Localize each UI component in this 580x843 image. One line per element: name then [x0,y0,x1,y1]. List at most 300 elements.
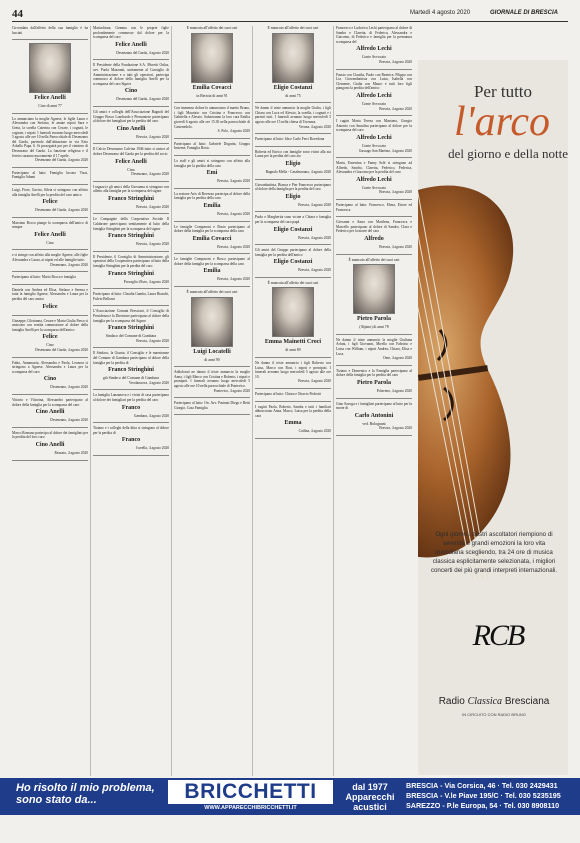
notice-text: Giuseppe, Glorianna, Cesare e Maria Giulia Passo si uniscono con sentita commozione al dolore della famiglia Anelli per la scomparsa dell'amico [12,318,88,332]
notice-divider [255,388,331,389]
deceased-name: Felice Anelli [115,158,147,165]
obituary-notice [255,248,331,273]
obituary-notice [93,255,169,284]
deceased-name: Cino [43,376,57,383]
notice-place-date: Desenzano del Garda, 4 agosto 2020 [35,158,88,163]
notice-place-date: Gussago San Martino, 4 agosto 2020 [358,148,412,153]
notice-divider [255,401,331,402]
notice-intro: È mancato all'affetto dei suoi cari [348,257,400,262]
notice-divider [255,244,331,245]
banner-address: SAREZZO - P.le Europa, 54 · Tel. 030 8908110 [406,801,560,810]
obituary-notice [336,119,412,153]
deceased-detail: in Bertoia di anni 91 [196,93,228,98]
notice-divider [12,315,88,316]
deceased-name: Carlo Antonini [354,412,394,419]
notice-text: Con immenso dolore lo annunciano il marito Bruno, i figli Maurizio con Cristina e Francesco con Gabriella e Alessio. Saluteranno la loro cara Emilia giovedì 6 agosto alle ore 15.30 nella parrocchiale di Castenedolo. [174,106,250,129]
deceased-name: Felice [42,303,58,310]
notice-divider [93,288,169,289]
column-rule [90,26,91,776]
notice-divider [12,460,88,461]
radio-name [426,696,562,707]
notice-divider [255,277,331,278]
notice-text: Gli amici e colleghi dell'Associazione Bagnoli del Gruppo Bosco Lombardo e Piemontese partecipano al dolore dei famigliari per la perdita del caro [93,109,169,124]
ad-title-line3: del giorno e della notte [448,146,568,161]
notice-divider [93,106,169,107]
notice-divider [12,394,88,395]
banner-address: BRESCIA - V.le Piave 195/C · Tel. 030 5235195 [406,791,561,800]
notice-text: Il Presidente, il Consiglio di Amministrazione, gli operatori della Cooperativa partecipano al lutto della famiglia Stringhini per la perdita del caro [93,254,169,269]
notice-text: Ne danno il triste annuncio i figli Roberto con Luisa, Marco con Rosi, i nipoti e pronipoti. I funerali avranno luogo mercoledì 5 agosto alle ore 10. [255,361,331,379]
notice-text: Massimo Bocca piange la scomparsa dell'amico di sempre [12,220,88,230]
deceased-name: Alfredo Lechi [356,46,392,53]
obituary-notice [255,26,331,98]
deceased-name: Felice Anelli [115,41,147,48]
notice-divider [336,365,412,366]
notice-divider [93,213,169,214]
notice-divider [12,357,88,358]
notice-text: Giovanni e Anna con Marilena, Francesca e Marcello partecipano al dolore di Sandro, Clara e Federico per la morte del caro [336,220,412,234]
notice-divider [174,188,250,189]
deceased-name: Eligio [285,193,301,200]
newspaper-name: GIORNALE DI BRESCIA [490,10,559,16]
notice-divider [12,284,88,285]
notice-divider [255,102,331,103]
deceased-detail: Conte Avvocato [361,185,387,190]
notice-divider [93,59,169,60]
deceased-name: Emilia [203,202,221,209]
column-rule [171,26,172,776]
ad-title-line2: l'arco [453,99,551,145]
obituary-notice [336,338,412,361]
notice-place-date: Brescia, 4 agosto 2020 [379,426,412,431]
obituary-notice [12,431,88,456]
notice-text: Luigi, Fiore, Gavira, Silvia si stringono con affetto alla famiglia Anelli per la perdita del caro amico [12,187,88,197]
obituary-notice [93,185,169,210]
deceased-name: Emilia Covacci [192,84,232,91]
notice-divider [336,398,412,399]
deceased-portrait [191,297,233,347]
notice-text: Partecipano al lutto: On. Avv. Pasinati Diego e Betti Giorgio, Casa Famiglia [174,401,250,410]
notice-place-date: Desenzano, 4 agosto 2020 [50,262,88,267]
notice-place-date: Brescia, 4 agosto 2020 [217,244,250,249]
deceased-name: Emilia Covacci [192,235,232,242]
deceased-name: Emma [284,420,302,427]
notice-place-date: Brescia, 4 agosto 2020 [136,204,169,209]
page-header [0,0,580,24]
notice-place-date: Desenzano, 4 agosto 2020 [50,385,88,390]
obituary-notice [336,26,412,65]
deceased-name: Felice Anelli [34,95,66,102]
notice-text: Ne danno il triste annuncio la moglie Giulia, i figli Chiara con Luca ed Alessio, la sorella, i cognati e i parenti tutti. I funerali avranno luogo mercoledì 5 agosto alle ore 15 nella chiesa di Torrazza. [255,106,331,124]
deceased-name: Cino Anelli [116,125,146,132]
obituary-notice [174,192,250,217]
notice-text: e si stringe con affetto alla moglie Agnese, alle figlie Alessandra e Laura, ai nipoti ed alle famiglie tutte. [12,253,88,263]
notice-divider [255,133,331,134]
deceased-detail: Sindaco del Comune di Gambara [105,334,157,339]
notice-divider [174,366,250,367]
obituary-notice [336,161,412,195]
radio-name-part1: Radio [438,696,465,707]
notice-divider [12,427,88,428]
deceased-name: Cino [124,88,138,95]
notice-text: La sezione Avis di Bovezzo partecipa al dolore della famiglia per la perdita della cara [174,191,250,201]
deceased-detail: Cino [46,343,54,348]
notice-divider [174,397,250,398]
banner-slogan: Ho risolto il mio problema, sono stato da... [16,782,155,806]
notice-text: Francesco e Ludovica Lechi partecipano al dolore di Sandro e Claretta, di Federica, Alessandra e Giacomo, di Federico e famiglia per la prematura scomparsa del [336,26,412,44]
notice-text: Marta, Ernestina e Fanny Solé si stringono ad Alfredo, Sandro, Claretta, Federico, Federica, Alessandra e Giacomo per la perdita del caro [336,161,412,175]
obituary-notice [93,393,169,418]
page-number: 44 [12,8,23,20]
deceased-portrait [353,264,395,314]
obituary-column [255,26,331,776]
notice-place-date: Brescia, 4 agosto 2020 [298,268,331,273]
deceased-name: Felice [42,199,58,206]
notice-divider [255,146,331,147]
banner-brand: BRICCHETTI [168,780,333,804]
banner-addresses [406,781,561,811]
notice-place-date: Desenzano, 4 agosto 2020 [131,172,169,177]
notice-divider [174,414,250,415]
notice-divider [255,357,331,358]
notice-place-date: Brescia, 4 agosto 2020 [298,235,331,240]
notice-place-date: Desenzano del Garda, 4 agosto 2020 [35,348,88,352]
notice-place-date: Desenzano del Garda, 4 agosto 2020 [116,97,169,102]
radio-name-part3: Bresciana [504,696,550,707]
notice-place-date: Ome, 4 agosto 2020 [383,356,412,361]
notice-place-date: Brescia, 4 agosto 2020 [298,202,331,207]
notice-divider [174,253,250,254]
notice-text: Addolorati ne danno il triste annuncio la moglie Anna, i figli Marco con Cristina e Roberto, i nipoti e pronipoti. I funerali avranno luogo mercoledì 5 agosto alle ore 10 nella parrocchiale di Pontevico. [174,370,250,389]
obituary-notice [255,361,331,384]
notice-divider [12,39,88,40]
notice-divider [12,167,88,168]
notice-text: Il Presidente della Fondazione S.A. Moretti Onlus, avv. Paola Mazzanti, unitamente al Consiglio di Amministrazione e a tutti gli operatori, partecipa commossi al dolore della famiglia Anelli per la scomparsa del caro Signor [93,63,169,86]
notice-place-date: Gambara, 4 agosto 2020 [133,413,169,418]
notice-text: Gli amici del Gruppo partecipano al dolore della famiglia per la perdita dell'amico [255,248,331,257]
obituary-notice [174,401,250,410]
deceased-detail: di anni 90 [204,357,220,362]
deceased-name: Eligio Costanzi [273,84,313,91]
notice-divider [174,138,250,139]
issue-date: Martedì 4 agosto 2020 [410,10,471,16]
notice-text: Partecipano al lutto: Mario Bocca e famiglia [12,275,76,280]
obituary-notice [93,26,169,55]
notice-place-date: S. Polo, 4 agosto 2020 [217,129,250,134]
notice-place-date: Brescia, 4 agosto 2020 [379,106,412,111]
notice-text: Partecipano al lutto: Ida e Carlo Ferri Rovedona [255,137,325,142]
banner-address: BRESCIA - Via Corsica, 46 · Tel. 030 2429431 [406,781,558,790]
rcb-logo-mark: RCB [472,619,524,652]
obituary-notice [93,110,169,139]
deceased-name: Franco Stringhini [108,325,154,332]
deceased-name: Franco Stringhini [108,270,154,277]
obituary-notice [12,171,88,180]
notice-text: Paolo e Margherita sono vicine a Chiara e famiglia per la scomparsa del caro papà [255,215,331,224]
notice-place-date: Bagnolo Mella - Casalmorano, 4 agosto 2020 [265,169,331,174]
notice-divider [336,115,412,116]
notice-divider [12,271,88,272]
deceased-name: Franco [121,437,141,444]
notice-text: Lo staff e gli amici si stringono con affetto alla famiglia per la perdita della cara [174,158,250,168]
obituary-notice [93,217,169,246]
notice-place-date: Verona, 4 agosto 2020 [298,124,331,129]
deceased-detail: di anni 89 [285,348,301,353]
obituary-notice [93,351,169,385]
notice-text: Le famiglie Comparoni e Bosco partecipano al dolore della famiglia per la scomparsa della cara [174,257,250,266]
radio-advert [418,60,568,775]
deceased-detail: (Alpino) di anni 78 [359,325,389,330]
deceased-detail: ved. Bolognani [362,421,386,426]
obituary-notice [255,150,331,175]
banner-since: dal 1977 Apparecchi acustici [345,782,395,812]
notice-text: Il Sindaco, la Giunta, il Consiglio e le maestranze del Comune di Gambara partecipano al dolore della famiglia per la perdita di [93,351,169,365]
notice-text: Fabio, Annamaria, Alessandra e Paola, Leonora si stringono a Agnese, Alessandra e Laura per la scomparsa del caro [12,360,88,374]
notice-divider [93,347,169,348]
deceased-name: Franco Stringhini [108,233,154,240]
notice-text: Circondata dall'affetto della sua famiglia è ha lasciati [12,26,88,35]
deceased-portrait [272,33,314,83]
obituary-notice [12,319,88,353]
notice-divider [93,251,169,252]
ad-title-line1: Per tutto [473,82,533,101]
deceased-name: Alfredo [364,236,384,243]
deceased-detail: Conte Avvocato [361,143,387,148]
deceased-name: Emi [206,170,218,177]
obituary-notice [336,220,412,249]
notice-place-date: Rezzato, 4 agosto 2020 [54,450,88,455]
notice-place-date: Brescia, 4 agosto 2020 [217,277,250,282]
notice-text: Ne danno il triste annuncio la moglie Giuliana Arfani, i figli Giovanni, Mirella con Fabrizio e Luisa con William, i nipoti Andrea, Chiara, Elisa e Luca. [336,337,412,356]
notice-place-date: Polaveno, 4 agosto 2020 [376,388,412,393]
notice-divider [93,143,169,144]
obituary-notice [12,361,88,390]
obituary-column [336,26,412,776]
obituary-notice [12,288,88,311]
obituary-notice [93,63,169,102]
obituary-notice [336,369,412,394]
notice-text: Partecipano al lutto: Chiara e Ottavio Pedrotti [255,392,321,397]
obituary-notice [12,43,88,109]
notice-divider [12,217,88,218]
rcb-logo [458,620,538,690]
notice-text: Lo annunciano la moglie Agnese, le figlie Laura e Alessandra con Stefano, le amate nipoti Sara e Greta, la sorella Caterina con Cesare, i cognati, le cognate, i nipoti. I funerali avranno luogo mercoledì 5 agosto alle ore 10 nella Parrocchiale di Desenzano del Garda, partendo dall'abitazione in via Ezio Arballo Papa, 6. Si proseguirà poi per il cimitero di Desenzano del Garda. La funzione religiosa e il feretro saranno nuovamente il 17 aprile. [12,116,88,158]
obituary-notice [174,106,250,134]
notice-text: Daniela con Andrea ed Elisa, Stefano e Serena e tutta la famiglia Agnese, Alessandra e Laura per la perdita del caro amico [12,287,88,302]
deceased-name: Felice Anelli [34,231,66,238]
notice-text: Partecipano al lutto: Claudia Gamba, Laura Bianchi, Fulvio Bellomi [93,292,169,301]
notice-divider [336,216,412,217]
obituary-notice [255,405,331,434]
notice-divider [336,69,412,70]
deceased-name: Franco Stringhini [108,195,154,202]
notice-divider [12,249,88,250]
obituary-notice [255,215,331,240]
notice-text: Tiziano e Domenico e la Famiglia partecipano al dolore della famiglia per la perdita del caro [336,368,412,378]
notice-text: Le famiglie Comparoni e Bosio partecipano al dolore della famiglia per la scomparsa della cara [174,224,250,234]
notice-divider [12,184,88,185]
notice-intro: È mancata all'affetto dei suoi cari [186,26,238,30]
obituary-notice [12,188,88,213]
deceased-name: Eligio Costanzi [273,259,313,266]
obituary-notice [12,221,88,246]
notice-divider [12,113,88,114]
deceased-name: Emma Mainetti Croci [264,339,322,346]
notice-place-date: Desenzano, 4 agosto 2020 [50,418,88,423]
obituary-notice [174,257,250,282]
obituary-notice [255,106,331,129]
notice-place-date: Brescia, 4 agosto 2020 [136,338,169,343]
notice-place-date: Isorella, 4 agosto 2020 [136,446,169,451]
notice-divider [336,157,412,158]
notice-divider [255,211,331,212]
deceased-detail: di anni 75 [285,93,301,98]
deceased-portrait [29,43,71,93]
obituary-column [12,26,88,776]
notice-place-date: Cailina, 4 agosto 2020 [298,429,331,434]
deceased-detail: Conte Avvocato [361,101,387,106]
notice-place-date: Pontevico, 4 agosto 2020 [213,388,250,393]
notice-place-date: Brescia, 4 agosto 2020 [217,211,250,216]
obituary-column [93,26,169,776]
notice-divider [93,422,169,423]
deceased-name: Alfredo Lechi [356,176,392,183]
notice-place-date: Brescia, 4 agosto 2020 [217,179,250,184]
notice-text: Partecipano al lutto: Francesco, Elena, Ettore ed Francesca [336,203,412,212]
obituary-notice [12,253,88,267]
obituary-notice [12,26,88,35]
radio-network: IN CIRCUITO CON RADIO BRUNO [462,712,526,717]
deceased-name: Luigi Locatelli [193,348,231,355]
obituary-column [174,26,250,776]
deceased-portrait [272,287,314,337]
notice-place-date: Provaglio d'Iseo, 4 agosto 2020 [123,279,169,284]
notice-divider [93,455,169,456]
notice-place-date: Brescia, 4 agosto 2020 [379,245,412,250]
notice-text: I ragazzi e gli amici della Giovanna si stringono con affetto alla famiglia per la scomparsa del signor [93,184,169,194]
column-rule [333,26,334,776]
deceased-detail: già Sindaco del Comune di Gambara [103,376,159,381]
obituary-notice [174,26,250,98]
deceased-name: Eligio [285,160,301,167]
notice-place-date: Brescia, 4 agosto 2020 [136,134,169,139]
obituary-notice [174,225,250,250]
obituary-notice [255,392,331,397]
header-rule [12,21,568,22]
obituary-notice [93,147,169,176]
notice-text: Tiziano e i colleghi della ditta si stringono al dolore per la perdita di [93,426,169,435]
deceased-name: Cino Anelli [35,441,65,448]
obituary-notice [174,159,250,184]
notice-text: I cugini Maria Teresa con Massimo, Giorgio Antonio con Annalisa partecipano al dolore per la scomparsa del caro [336,119,412,133]
obituary-notice [336,258,412,330]
obituary-notice [336,73,412,112]
notice-divider [93,181,169,182]
notice-text: L'Associazione Comuni Bresciani, il Consiglio di Presidenza e la Direzione partecipano al dolore della famiglia per la scomparsa del Signor [93,309,169,323]
obituary-notice [336,402,412,431]
deceased-name: Eligio Costanzi [273,226,313,233]
notice-text: Il Calcio Desenzano Calvina 1946 tutto si unisce al dolore Desenzano del Garda per la perdita del socio [93,147,169,156]
banner-website[interactable]: WWW.APPARECCHIBRICCHETTI.IT [204,805,297,811]
hearing-aid-banner [0,778,580,815]
deceased-name: Felice [42,334,58,341]
obituary-notice [255,281,331,353]
obituary-notice [255,183,331,208]
notice-text: Fausto con Claudia, Paolo con Beatrice, Filippo con Lia, Giovambattista con Luisa, Isabella con Clemente, Giulia con Mauro e tutti loro figli piangono la perdita dell'amico [336,72,412,91]
notice-divider [174,286,250,287]
notice-intro: È mancato all'affetto dei suoi cari [267,26,319,30]
notice-divider [93,305,169,306]
violin-illustration [418,160,558,580]
notice-divider [255,438,331,439]
notice-divider [174,102,250,103]
deceased-name: Pietro Parola [357,379,391,386]
notice-divider [255,179,331,180]
deceased-name: Franco [121,404,141,411]
notice-text: Partecipano al lutto: Gabriele Dognini, Gruppo Insieme, Famiglia Bosio [174,141,250,151]
notice-divider [336,435,412,436]
notice-intro: È mancata all'affetto dei suoi cari [267,280,319,285]
deceased-name: Emilia [203,268,221,275]
obituary-notice [174,290,250,362]
notice-intro: È mancato all'affetto dei suoi cari [186,290,238,295]
notice-text: Giovanbattista, Bianca e Pier Francesco partecipano al dolore della famiglia per la perdita del caro [255,182,331,192]
deceased-detail: Cino [46,240,54,245]
deceased-name: Alfredo Lechi [356,134,392,141]
notice-divider [336,199,412,200]
column-rule [252,26,253,776]
ad-body-text: Ogni giorno i nostri ascoltatori riempiono di serenità e grandi emozioni la loro vita quotidiana scegliendo, tra 24 ore di musica classica esplicitamente selezionata, i migliori concerti dei più grandi interpreti internazionali. [430,531,558,574]
deceased-detail: Cino [127,167,135,172]
obituary-notice [93,309,169,343]
radio-name-part2: Classica [467,696,503,707]
obituary-notice [12,117,88,163]
deceased-name: Alfredo Lechi [356,92,392,99]
deceased-portrait [191,33,233,83]
notice-divider [174,155,250,156]
notice-text: La famiglia Lanzanova e i vicini di casa partecipano al dolore dei famigliari per la perdita del caro [93,393,169,402]
notice-text: I cugini Paola, Roberto, Sandra e tutti i familiari abbracciano Anna, Marco, Luisa per la perdita della cara [255,404,331,418]
notice-text: Gino Savoga e i famigliari partecipano al lutto per la morte di [336,401,412,411]
notice-text: Marco Romano partecipa al dolore dei famigliari per la perdita del loro caro [12,430,88,440]
deceased-name: Pietro Parola [357,316,391,323]
notice-divider [336,334,412,335]
notice-place-date: Brescia, 4 agosto 2020 [379,190,412,195]
deceased-detail: Cino di anni 77 [38,104,62,109]
notice-place-date: Brescia, 4 agosto 2020 [136,242,169,247]
notice-text: Partecipano al lutto: Famiglia Iacono Vizzi, Famiglia Adami [12,170,88,180]
notice-text: Vittorio e Vittorina, Alessandro partecipano al dolore della famiglia per la scomparsa del caro [12,397,88,407]
obituary-notice [93,292,169,301]
obituary-notice [12,275,88,280]
notice-place-date: Desenzano del Garda, 4 agosto 2020 [116,50,169,55]
notice-place-date: Verolanuova, 4 agosto 2020 [128,380,169,385]
obituary-notice [336,203,412,212]
obituary-notice [174,370,250,393]
notice-place-date: Desenzano del Garda, 4 agosto 2020 [35,208,88,213]
notice-text: Mariachiara, Gemma con le proprie figlie profondamente commosse dal dolore per la scomparsa del caro [93,26,169,40]
deceased-detail: Conte Avvocato [361,55,387,60]
obituary-notice [255,137,331,142]
notice-place-date: Brescia, 4 agosto 2020 [379,59,412,64]
notice-divider [336,254,412,255]
notice-text: Roberta ed Enrico con famiglie sono vicini alla zia Laura per la perdita del caro zio [255,149,331,159]
obituary-notice [93,426,169,451]
notice-text: Le Compagnie della Cooperativa Sociale Il Calabrone partecipano sentitamente al lutto della famiglia Stringhini per la scomparsa del signor [93,217,169,231]
obituary-notice [12,398,88,423]
obituary-notice [174,142,250,151]
page-footer [0,815,580,843]
